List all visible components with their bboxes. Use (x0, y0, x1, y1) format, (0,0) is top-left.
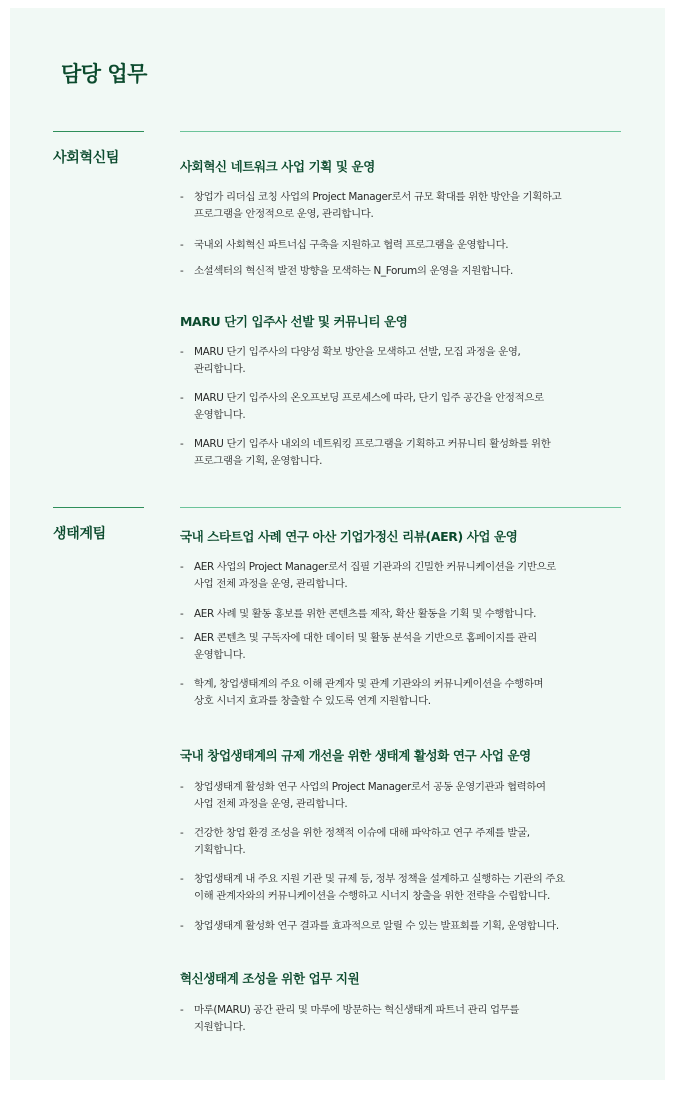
bullet-dash: - (180, 608, 184, 620)
duty-line: 사업 전체 과정을 운영, 관리합니다. (194, 798, 348, 810)
duty-line: AER 사례 및 활동 홍보를 위한 콘텐츠를 제작, 확산 활동을 기획 및 수행합니다. (194, 608, 537, 620)
duty-line: 창업생태계 활성화 연구 결과를 효과적으로 알릴 수 있는 발표회를 기획, 운영합니다. (194, 920, 559, 932)
duty-item (180, 436, 630, 470)
duty-line: 운영합니다. (194, 649, 246, 661)
team-divider (53, 507, 144, 508)
bullet-dash: - (180, 392, 184, 404)
duty-line: 건강한 창업 환경 조성을 위한 정책적 이슈에 대해 파악하고 연구 주제를 발굴, (194, 827, 530, 839)
duty-item (180, 559, 630, 593)
block-title: 국내 창업생태계의 규제 개선을 위한 생태계 활성화 연구 사업 운영 (180, 748, 531, 763)
duty-line: AER 사업의 Project Manager로서 집필 기관과의 긴밀한 커뮤니케이션을 기반으로 (194, 561, 556, 573)
duty-line: 프로그램을 안정적으로 운영, 관리합니다. (194, 208, 374, 220)
duty-line: 운영합니다. (194, 409, 246, 421)
duty-item (180, 630, 630, 664)
duty-item (180, 237, 630, 254)
duty-line: 마루(MARU) 공간 관리 및 마루에 방문하는 혁신생태계 파트너 관리 업무를 (194, 1004, 520, 1016)
bullet-dash: - (180, 191, 184, 203)
duty-item (180, 871, 630, 905)
duty-item (180, 918, 630, 935)
duty-line: 학계, 창업생태계의 주요 이해 관계자 및 관계 기관와의 커뮤니케이션을 수행하며 (194, 678, 544, 690)
block-title: 혁신생태계 조성을 위한 업무 지원 (180, 971, 360, 986)
bullet-dash: - (180, 873, 184, 885)
duty-line: 프로그램을 기획, 운영합니다. (194, 455, 323, 467)
duty-line: 창업생태계 활성화 연구 사업의 Project Manager로서 공동 운영기관과 협력하여 (194, 781, 546, 793)
bullet-dash: - (180, 265, 184, 277)
team-name: 사회혁신팀 (53, 150, 120, 166)
bullet-dash: - (180, 561, 184, 573)
bullet-dash: - (180, 632, 184, 644)
duty-item (180, 1002, 630, 1036)
block-title: 국내 스타트업 사례 연구 아산 기업가정신 리뷰(AER) 사업 운영 (180, 529, 518, 544)
duty-line: MARU 단기 입주사의 온오프보딩 프로세스에 따라, 단기 입주 공간을 안정적으로 (194, 392, 544, 404)
duty-line: MARU 단기 입주사의 다양성 확보 방안을 모색하고 선발, 모집 과정을 운영, (194, 346, 521, 358)
team-divider (53, 131, 144, 132)
duty-item (180, 606, 630, 623)
duty-line: 상호 시너지 효과를 창출할 수 있도록 연계 지원합니다. (194, 695, 431, 707)
bullet-dash: - (180, 1004, 184, 1016)
duty-item (180, 825, 630, 859)
block-title: MARU 단기 입주사 선발 및 커뮤니티 운영 (180, 314, 408, 329)
duty-line: 기획합니다. (194, 844, 246, 856)
block-title: 사회혁신 네트워크 사업 기획 및 운영 (180, 159, 375, 174)
bullet-dash: - (180, 827, 184, 839)
bullet-dash: - (180, 678, 184, 690)
content-divider (180, 131, 621, 132)
team-name: 생태계팀 (53, 526, 106, 542)
duty-item (180, 344, 630, 378)
duty-line: 관리합니다. (194, 363, 246, 375)
duty-item (180, 263, 630, 280)
duty-line: 소셜섹터의 혁신적 발전 방향을 모색하는 N_Forum의 운영을 지원합니다. (194, 265, 513, 277)
page-title: 담당 업무 (61, 62, 147, 86)
duty-line: MARU 단기 입주사 내외의 네트워킹 프로그램을 기획하고 커뮤니티 활성화를 위한 (194, 438, 551, 450)
duty-line: 창업생태계 내 주요 지원 기관 및 규제 등, 정부 정책을 설계하고 실행하는 기관의 주요 (194, 873, 565, 885)
bullet-dash: - (180, 781, 184, 793)
duty-item (180, 390, 630, 424)
duties-card (10, 8, 665, 1080)
bullet-dash: - (180, 438, 184, 450)
bullet-dash: - (180, 239, 184, 251)
bullet-dash: - (180, 346, 184, 358)
duty-item (180, 189, 630, 223)
duty-line: 창업가 리더십 코칭 사업의 Project Manager로서 규모 확대를 위한 방안을 기획하고 (194, 191, 562, 203)
duty-item (180, 676, 630, 710)
bullet-dash: - (180, 920, 184, 932)
duty-item (180, 779, 630, 813)
content-divider (180, 507, 621, 508)
duty-line: 국내외 사회혁신 파트너십 구축을 지원하고 협력 프로그램을 운영합니다. (194, 239, 509, 251)
duty-line: AER 콘텐츠 및 구독자에 대한 데이터 및 활동 분석을 기반으로 홈페이지를 관리 (194, 632, 537, 644)
duty-line: 사업 전체 과정을 운영, 관리합니다. (194, 578, 348, 590)
duty-line: 지원합니다. (194, 1021, 246, 1033)
duty-line: 이해 관계자와의 커뮤니케이션을 수행하고 시너지 창출을 위한 전략을 수립합니다. (194, 890, 550, 902)
